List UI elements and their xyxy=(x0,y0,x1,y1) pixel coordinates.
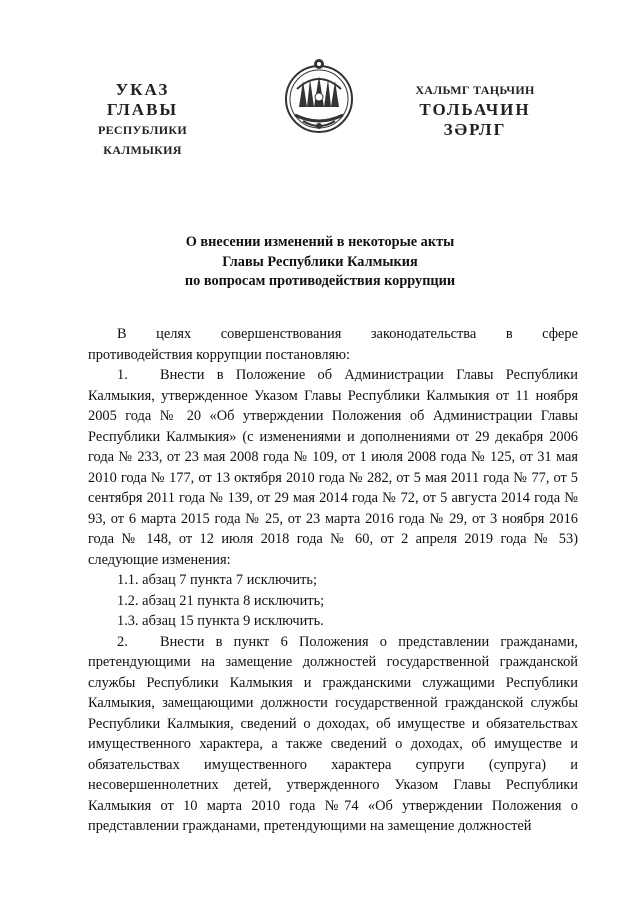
header-left xyxy=(60,80,225,160)
intro-line1: В целях совершенствования законодательства в сфере xyxy=(117,326,578,342)
coat-of-arms-icon xyxy=(283,55,355,137)
header-right-line1: ХАЛЬМГ ТАҢЬЧИН xyxy=(415,83,535,97)
header-left-line1: УКАЗ xyxy=(115,80,170,99)
title-line3: по вопросам противодействия коррупции xyxy=(184,273,456,289)
item-2-number: 2. xyxy=(117,633,128,650)
header-left-line3: РЕСПУБЛИКИ КАЛМЫКИЯ xyxy=(97,123,188,157)
item-2-text: Внести в пункт 6 Положения о представлении гражданами, претендующими на замещение должностей государственной гражданской службы Республики Калмыкия и гражданскими служащими Республики Калмыкия, замещающими должности государственной гражданской службы Республики Калмыкия, сведений о доходах, об имуществе и обязательствах имущественного характера, а также сведений о доходах, об имуществе и обязательствах имущественного характера супруги (супруга) и несовершеннолетних детей, утвержденного Указом Главы Республики Калмыкия от 10 марта 2010 года №74 «Об утверждении Положения о представлении гражданами, претендующими на замещение должностей xyxy=(88,633,578,834)
subitem-1-1: 1.1. абзац 7 пункта 7 исключить; xyxy=(117,572,317,588)
title-line2: Главы Республики Калмыкия xyxy=(222,253,418,270)
item-2 xyxy=(88,632,578,837)
document-body xyxy=(88,324,578,837)
item-1 xyxy=(88,365,578,570)
header-right-line3: ЗӘРЛГ xyxy=(443,120,507,139)
document-title xyxy=(110,233,530,292)
item-1-number: 1. xyxy=(117,367,128,383)
header-left-line2: ГЛАВЫ xyxy=(106,100,179,119)
subitem-1-3: 1.3. абзац 15 пункта 9 исключить. xyxy=(117,613,324,629)
subitem-1-2: 1.2. абзац 21 пункта 8 исключить; xyxy=(117,592,325,609)
header-right-line2: ТОЛЬАЧИН xyxy=(419,100,531,119)
title-line1: О внесении изменений в некоторые акты xyxy=(185,234,455,250)
item-1-text: Внести в Положение об Администрации Главы Республики Калмыкия, утвержденное Указом Главы Республики Калмыкия от 11 ноября 2005 года № 20 «Об утверждении Положения об Администрации Главы Республики Калмыкия» (с изменениями и дополнениями от 29 декабря 2006 года № 233, от 23 мая 2008 года № 109, от 1 июля 2008 года № 125, от 31 мая 2010 года № 177, от 13 октября 2010 года № 282, от 5 мая 2011 года № 77, от 5 сентября 2011 года № 139, от 29 мая 2014 года № 72, от 5 августа 2014 года № 93, от 6 марта 2015 года № 25, от 23 марта 2016 года № 29, от 3 ноября 2016 года № 148, от 12 июля 2018 года № 60, от 2 апреля 2019 года № 53) следующие изменения: xyxy=(88,367,578,568)
intro-line2: противодействия коррупции постановляю: xyxy=(88,346,350,363)
header-right xyxy=(395,80,555,140)
